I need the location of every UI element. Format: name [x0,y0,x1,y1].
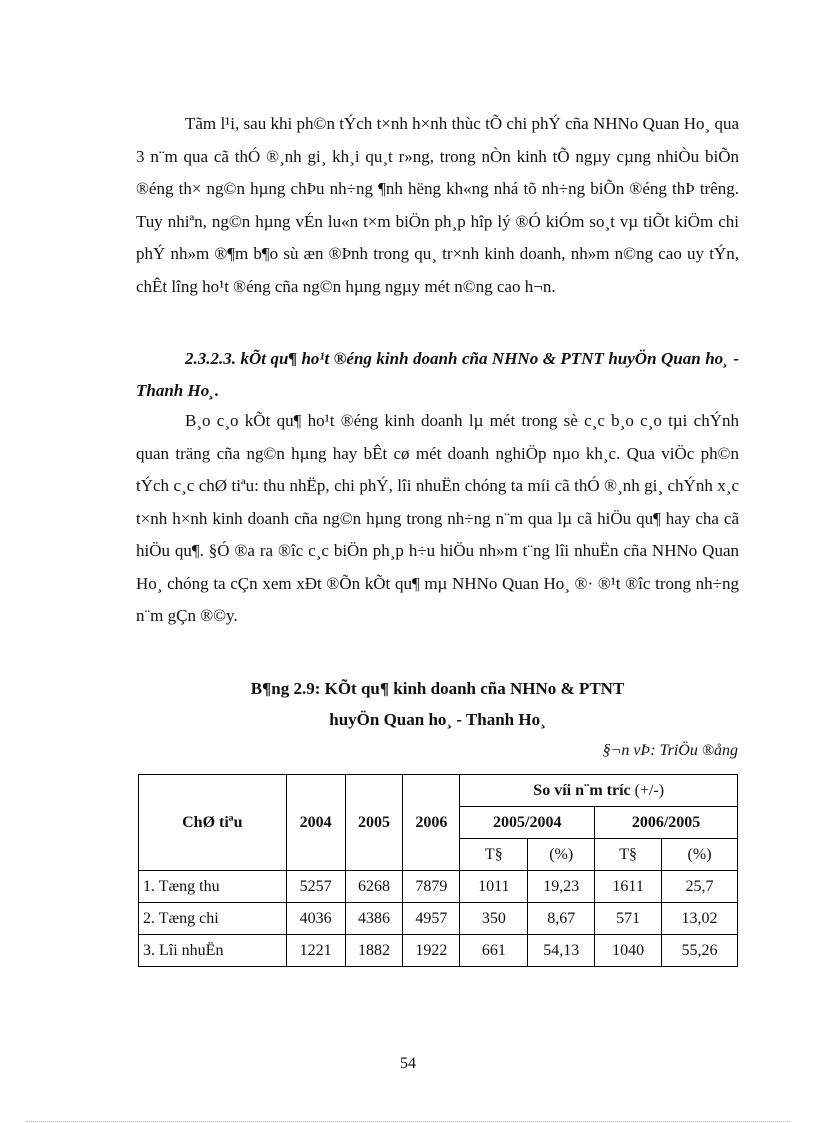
table-row [139,871,738,903]
header-indicator: ChØ tiªu [139,775,287,871]
cell-d2-pct: 55,26 [662,935,738,967]
cell-d2-abs: 571 [595,903,662,935]
cell-2004: 1221 [286,935,345,967]
cell-d1-abs: 1011 [460,871,528,903]
cell-2006: 4957 [403,903,460,935]
table-title-line2: huyÖn Quan ho¸ - Thanh Ho¸ [329,710,546,729]
results-table [138,774,738,967]
table-row [139,903,738,935]
row-label: 3. Lîi nhuËn [139,935,287,967]
paragraph-summary: Tãm l¹i, sau khi ph©n tÝch t×nh h×nh thùc tÕ chi phÝ cña NHNo Quan Ho¸ qua 3 n¨m qua cã thÓ ®¸nh gi¸ kh¸i qu¸t r»ng, trong nÒn kinh tÕ ngµy cµng nhiÒu biÕn ®éng th× ng©n hµng chÞu nh÷ng ¶nh hëng kh«ng nhá tõ nh÷ng biÕn ®éng thÞ trêng. Tuy nhiªn, ng©n hµng vÉn lu«n t×m biÖn ph¸p hîp lý ®Ó kiÓm so¸t vµ tiÕt kiÖm chi phÝ nh»m ®¶m b¶o sù æn ®Þnh trong qu¸ tr×nh kinh doanh, nh»m n©ng cao uy tÝn, chÊt lîng ho¹t ®éng cña ng©n hµng ngµy mét n©ng cao h¬n. [136,114,739,296]
table-title-line1: B¶ng 2.9: KÕt qu¶ kinh doanh cña NHNo & PTNT [250,679,625,698]
cell-d1-pct: 19,23 [528,871,595,903]
header-compare-suffix: (+/-) [630,781,665,799]
section-heading: 2.3.2.3. kÕt qu¶ ho¹t ®éng kinh doanh cña NHNo & PTNT huyÖn Quan ho¸ - Thanh Ho¸. [136,349,739,400]
header-pct-1: (%) [528,839,595,871]
header-compare [460,775,738,807]
page-number: 54 [400,1055,416,1072]
table-row [139,935,738,967]
header-period-2005-2004: 2005/2004 [460,807,595,839]
cell-d2-abs: 1611 [595,871,662,903]
cell-2006: 7879 [403,871,460,903]
cell-d1-pct: 8,67 [528,903,595,935]
row-label: 2. Tæng chi [139,903,287,935]
cell-d1-pct: 54,13 [528,935,595,967]
cell-d2-abs: 1040 [595,935,662,967]
cell-2004: 5257 [286,871,345,903]
cell-d2-pct: 13,02 [662,903,738,935]
header-abs-1: T§ [460,839,528,871]
cell-2004: 4036 [286,903,345,935]
header-2004: 2004 [286,775,345,871]
cell-d1-abs: 350 [460,903,528,935]
footer-divider [26,1121,790,1122]
cell-2005: 1882 [345,935,403,967]
table-unit: §¬n vÞ: TriÖu ®ång [602,742,738,759]
cell-d1-abs: 661 [460,935,528,967]
header-abs-2: T§ [595,839,662,871]
cell-d2-pct: 25,7 [662,871,738,903]
header-2006: 2006 [403,775,460,871]
header-compare-label: So víi n¨m tríc [533,781,631,799]
cell-2005: 6268 [345,871,403,903]
header-2005: 2005 [345,775,403,871]
paragraph-intro: B¸o c¸o kÕt qu¶ ho¹t ®éng kinh doanh lµ mét trong sè c¸c b¸o c¸o tµi chÝnh quan träng cña ng©n hµng hay bÊt cø mét doanh nghiÖp nµo kh¸c. Qua viÖc ph©n tÝch c¸c chØ tiªu: thu nhËp, chi phÝ, lîi nhuËn chóng ta míi cã thÓ ®¸nh gi¸ chÝnh x¸c t×nh h×nh kinh doanh cña ng©n hµng trong nh÷ng n¨m qua lµ cã hiÖu qu¶ hay cha cã hiÖu qu¶. §Ó ®a ra ®îc c¸c biÖn ph¸p h÷u hiÖu nh»m t¨ng lîi nhuËn cña NHNo Quan Ho¸ chóng ta cÇn xem xÐt ®Õn kÕt qu¶ mµ NHNo Quan Ho¸ ®· ®¹t ®îc trong nh÷ng n¨m gÇn ®©y. [136,411,739,625]
header-period-2006-2005: 2006/2005 [595,807,738,839]
header-pct-2: (%) [662,839,738,871]
cell-2006: 1922 [403,935,460,967]
cell-2005: 4386 [345,903,403,935]
row-label: 1. Tæng thu [139,871,287,903]
